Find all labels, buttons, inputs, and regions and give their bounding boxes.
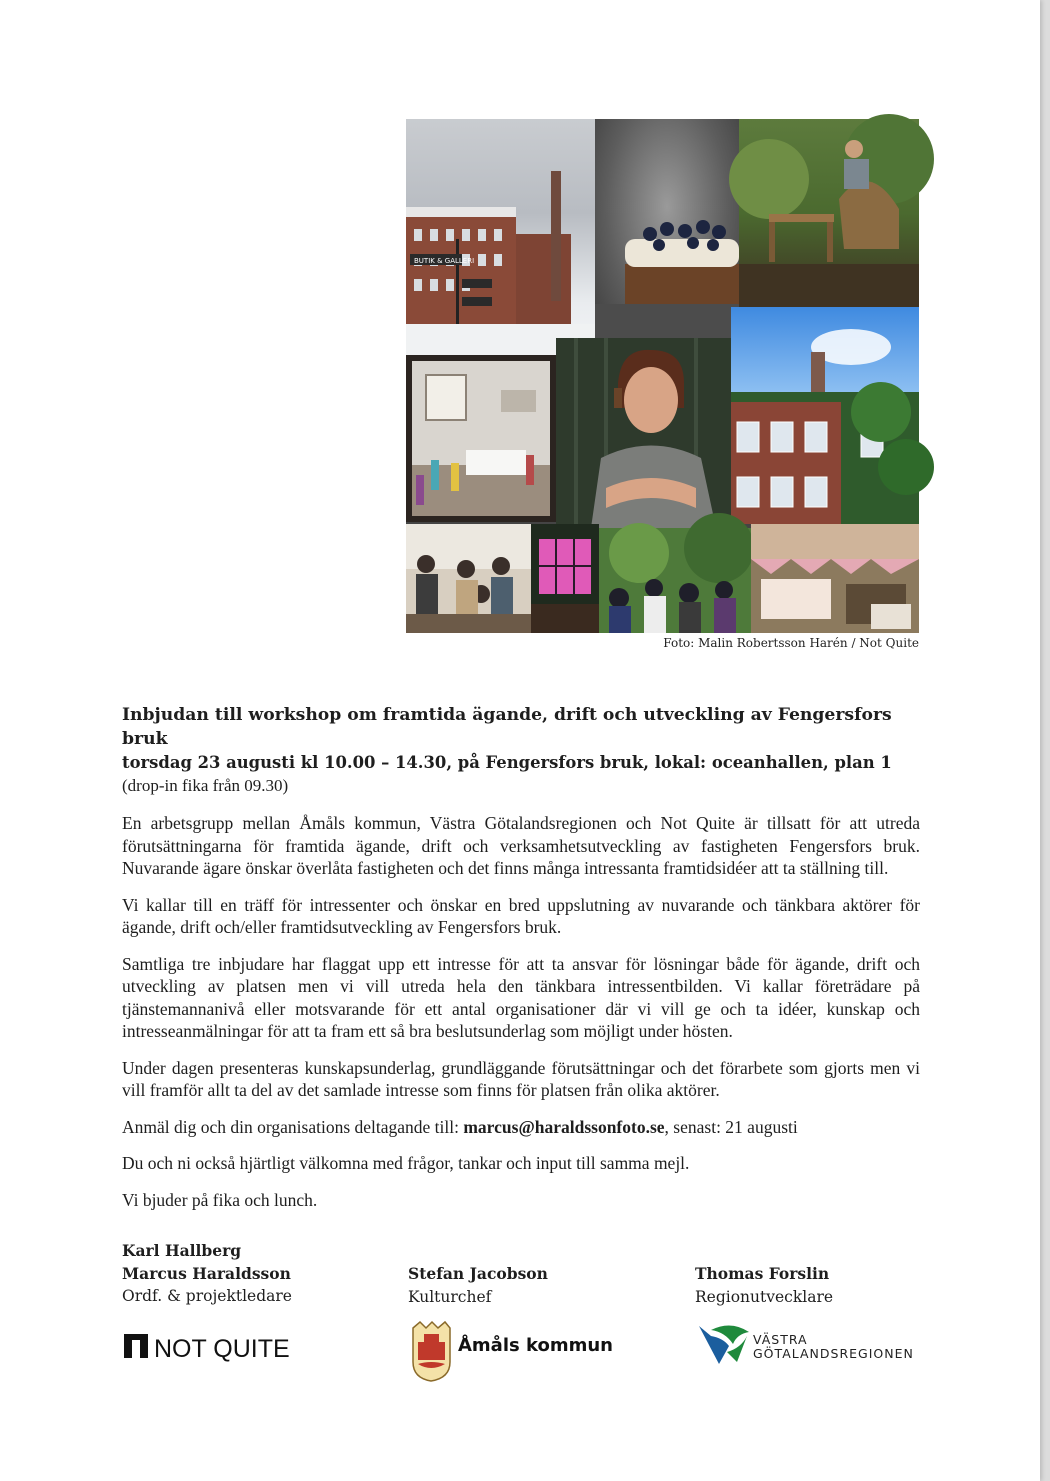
photo-cafe-interior [406, 355, 556, 522]
signer-role: Regionutvecklare [695, 1287, 834, 1306]
signer-role: Kulturchef [408, 1287, 492, 1306]
vgr-logo [697, 1322, 917, 1373]
vgr-logo-text-line1: VÄSTRA [753, 1332, 808, 1347]
photo-garden-bench [739, 119, 919, 307]
registration-text: Anmäl dig och din organisations deltagande till: [122, 1116, 464, 1137]
photo-caption: Foto: Malin Robertsson Harén / Not Quite [663, 636, 919, 650]
amals-kommun-logo-text: Åmåls kommun [458, 1335, 613, 1356]
paragraph-lunch: Vi bjuder på fika och lunch. [122, 1189, 318, 1210]
photo-blueberry-cake [595, 119, 739, 338]
photo-market-stall [751, 524, 919, 633]
invitation-date-location: torsdag 23 augusti kl 10.00 – 14.30, på Fengersfors bruk, lokal: oceanhallen, plan 1 [122, 753, 892, 772]
paragraph-registration [122, 1116, 920, 1139]
signer-name: Marcus Haraldsson [122, 1263, 291, 1283]
vgr-logo-text-line2: GÖTALANDSREGIONEN [753, 1346, 914, 1361]
paragraph-welcome: Du och ni också hjärtligt välkomna med frågor, tankar och input till samma mejl. [122, 1153, 690, 1173]
photo-factory-winter [406, 119, 595, 355]
not-quite-logo-text: NOT QUITE [154, 1335, 290, 1363]
paragraph-interest: Samtliga tre inbjudare har flaggat upp ett intresse för att ta ansvar för lösningar både för ägande, drift och utveckling av platsen men vi vill utreda hela den tänkbara intressentbilden. Vi kallar företrädare på tjänstemannanivå eller motsvarande för ett antal organisationer där vi vill ge och ta idéer, kunskap och intresseanmälningar för att ta fram ett så bra beslutsunderlag som möjligt under hösten. [122, 953, 920, 1041]
photo-collage [406, 119, 919, 633]
signer-role: Ordf. & projektledare [122, 1287, 292, 1305]
paragraph-call: Vi kallar till en träff för intressenter och önskar en bred uppslutning av nuvarande och tänkbara aktörer för ägande, drift och/eller framtidsutveckling av Fengersfors bruk. [122, 894, 920, 937]
registration-deadline: , senast: 21 augusti [664, 1116, 798, 1137]
photo-workshop-people [406, 524, 531, 633]
photo-outdoor-crowd [599, 528, 751, 633]
signer-name: Karl Hallberg [122, 1241, 242, 1260]
not-quite-logo [122, 1332, 292, 1367]
signature-amal [408, 1263, 548, 1308]
signer-name: Stefan Jacobson [408, 1264, 548, 1283]
paragraph-agenda: Under dagen presenteras kunskapsunderlag, grundläggande förutsättningar och det förarbete som gjorts men vi vill framför allt ta del av det samlade intresse som finns för platsen från olika aktörer. [122, 1057, 920, 1100]
invitation-dropin: (drop-in fika från 09.30) [122, 776, 289, 795]
photo-ivy-building [731, 307, 919, 524]
photo-woman-portrait [556, 338, 731, 528]
registration-email[interactable]: marcus@haraldssonfoto.se [463, 1116, 665, 1137]
signature-vgr [695, 1263, 833, 1308]
amals-kommun-logo [410, 1320, 613, 1387]
signer-name: Thomas Forslin [695, 1264, 830, 1283]
invitation-title: Inbjudan till workshop om framtida ägande, drift och utveckling av Fengersfors bruk [122, 705, 892, 749]
sign-butik-galleri: BUTIK & GALLERI [414, 257, 475, 265]
invitation-content [122, 703, 920, 1225]
photo-pink-window [531, 524, 599, 633]
paragraph-background: En arbetsgrupp mellan Åmåls kommun, Västra Götalandsregionen och Not Quite är tillsatt för att utreda förutsättningarna för framtida ägande, drift och verksamhetsutveckling av fastigheten Fengersfors bruk. Nuvarande ägare önskar överlåta fastigheten och det finns många intressanta framtidsidéer att ta ställning till. [122, 813, 920, 878]
signature-not-quite [122, 1240, 292, 1308]
